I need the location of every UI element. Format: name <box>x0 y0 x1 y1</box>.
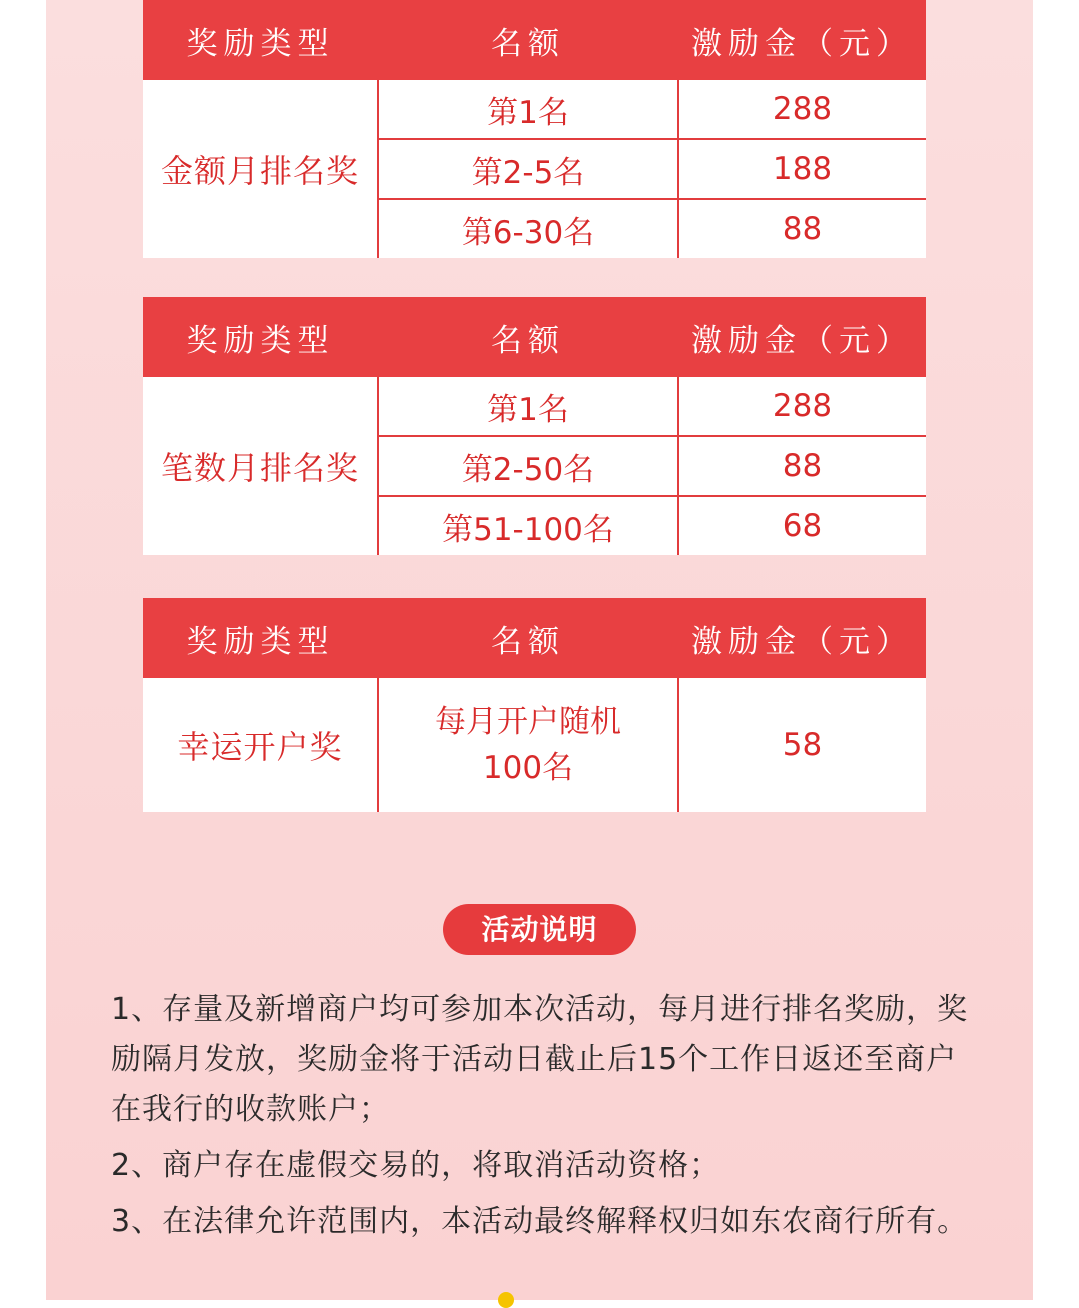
header-quota: 名额 <box>378 598 678 678</box>
quota-line-1: 每月开户随机 <box>435 704 621 740</box>
note-item: 3、在法律允许范围内，本活动最终解释权归如东农商行所有。 <box>111 1204 969 1239</box>
table-row <box>143 678 926 812</box>
amount-cell: 288 <box>678 80 926 139</box>
quota-cell: 第2-5名 <box>378 139 678 199</box>
decorative-dot <box>498 1292 514 1308</box>
reward-type-cell: 幸运开户奖 <box>177 728 343 766</box>
quota-cell: 第6-30名 <box>378 199 678 258</box>
amount-cell: 88 <box>678 199 926 258</box>
reward-table-amount-ranking <box>143 0 926 258</box>
header-quota: 名额 <box>378 297 678 377</box>
quota-cell <box>378 678 678 812</box>
quota-cell: 第1名 <box>378 80 678 139</box>
amount-cell: 88 <box>678 436 926 496</box>
quota-line-2: 100名 <box>482 750 574 786</box>
quota-cell: 第1名 <box>378 377 678 436</box>
header-reward-type: 奖励类型 <box>143 297 378 377</box>
header-quota: 名额 <box>378 0 678 80</box>
reward-type-cell: 笔数月排名奖 <box>160 449 359 487</box>
amount-cell: 188 <box>678 139 926 199</box>
quota-cell: 第2-50名 <box>378 436 678 496</box>
reward-table-lucky-account <box>143 598 926 812</box>
header-amount: 激励金（元） <box>678 0 926 80</box>
header-reward-type: 奖励类型 <box>143 0 378 80</box>
header-amount: 激励金（元） <box>678 598 926 678</box>
header-reward-type: 奖励类型 <box>143 598 378 678</box>
note-item: 1、存量及新增商户均可参加本次活动，每月进行排名奖励，奖励隔月发放，奖励金将于活动日截止后15个工作日返还至商户在我行的收款账户； <box>111 992 969 1127</box>
amount-cell: 58 <box>678 678 926 812</box>
activity-description-badge: 活动说明 <box>443 904 636 955</box>
quota-cell: 第51-100名 <box>378 496 678 555</box>
note-item: 2、商户存在虚假交易的，将取消活动资格； <box>111 1148 721 1183</box>
amount-cell: 68 <box>678 496 926 555</box>
table-row <box>143 80 926 139</box>
header-amount: 激励金（元） <box>678 297 926 377</box>
reward-table-count-ranking <box>143 297 926 555</box>
activity-notes <box>111 985 981 1253</box>
amount-cell: 288 <box>678 377 926 436</box>
table-row <box>143 377 926 436</box>
reward-type-cell: 金额月排名奖 <box>160 152 359 190</box>
